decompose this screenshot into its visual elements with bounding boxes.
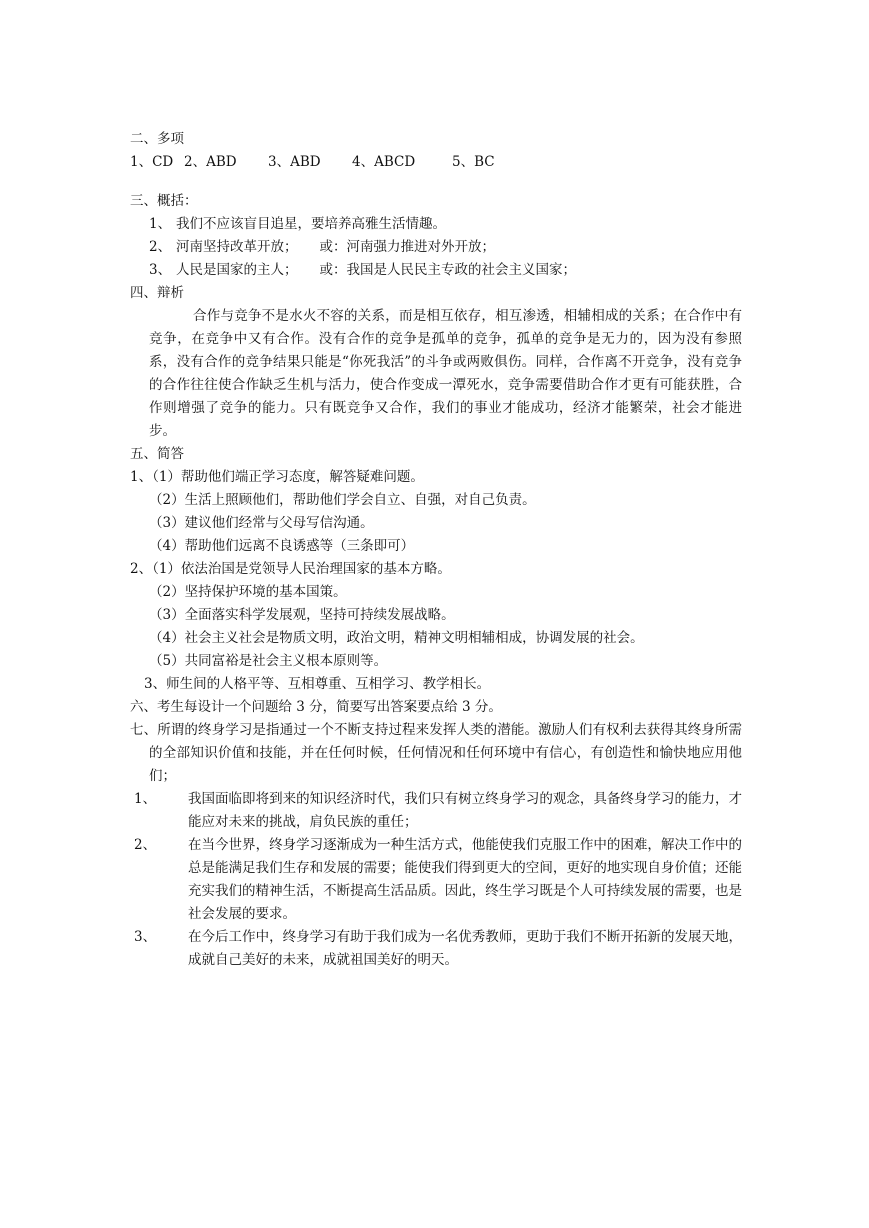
summary-item-3-text: 人民是国家的主人； — [176, 262, 298, 278]
mc-answer-3: 3、ABD — [268, 154, 321, 170]
q2-answer-4: （4）社会主义社会是物质文明，政治文明，精神文明相辅相成，协调发展的社会。 — [149, 630, 644, 646]
summary-item-1 — [130, 213, 742, 236]
mc-answer-2: 2、ABD — [184, 154, 237, 170]
q2-answer-5: （5）共同富裕是社会主义根本原则等。 — [149, 653, 388, 669]
lifelong-item-3 — [130, 926, 742, 972]
lifelong-item-1-text: 我国面临即将到来的知识经济时代，我们只有树立终身学习的观念，具备终身学习的能力，才能应对未来的挑战，肩负民族的重任； — [188, 791, 742, 830]
summary-item-1-num: 1、 — [149, 216, 172, 232]
summary-item-2-alt: 或：河南强力推进对外开放； — [319, 239, 495, 255]
summary-item-1-text: 我们不应该盲目追星，要培养高雅生活情趣。 — [176, 216, 446, 232]
section-5-heading: 五、简答 — [130, 446, 184, 462]
q1-answer-1: 1、（1）帮助他们端正学习态度，解答疑难问题。 — [130, 469, 424, 485]
section-6-text: 六、考生每设计一个问题给 3 分，简要写出答案要点给 3 分。 — [130, 699, 502, 715]
section-2-heading: 二、多项 — [130, 131, 184, 147]
q2-answer-3: （3）全面落实科学发展观，坚持可持续发展战略。 — [149, 607, 455, 623]
summary-item-2 — [130, 236, 742, 259]
lifelong-item-2 — [130, 834, 742, 926]
q1-answer-4: （4）帮助他们远离不良诱惑等（三条即可） — [149, 538, 415, 554]
summary-item-2-text: 河南坚持改革开放； — [176, 239, 298, 255]
mc-answer-5: 5、BC — [452, 154, 495, 170]
q1-answer-3: （3）建议他们经常与父母写信沟通。 — [149, 515, 374, 531]
answer-document — [130, 128, 742, 972]
multiple-choice-answers — [130, 151, 742, 174]
q2-answer-1: 2、（1）依法治国是党领导人民治理国家的基本方略。 — [130, 561, 451, 577]
mc-answer-4: 4、ABCD — [352, 154, 416, 170]
section-4-heading: 四、辩析 — [130, 285, 184, 301]
lifelong-item-3-text: 在今后工作中，终身学习有助于我们成为一名优秀教师，更助于我们不断开拓新的发展天地，成就自己美好的未来，成就祖国美好的明天。 — [188, 929, 742, 968]
summary-item-2-num: 2、 — [149, 239, 172, 255]
section-3-heading: 三、概括： — [130, 193, 198, 209]
q1-answer-2: （2）生活上照顾他们，帮助他们学会自立、自强，对自己负责。 — [149, 492, 536, 508]
summary-item-3-num: 3、 — [149, 262, 172, 278]
lifelong-item-1-num: 1、 — [134, 791, 157, 807]
summary-item-3 — [130, 259, 742, 282]
q2-answer-2: （2）坚持保护环境的基本国策。 — [149, 584, 347, 600]
mc-answer-1: 1、CD — [130, 154, 174, 170]
lifelong-item-3-num: 3、 — [134, 929, 157, 945]
section-7-intro: 七、所谓的终身学习是指通过一个不断支持过程来发挥人类的潜能。激励人们有权利去获得其终身所需的全部知识价值和技能，并在任何时候，任何情况和任何环境中有信心，有创造性和愉快地应用他们； — [130, 722, 742, 784]
q3-answer: 3、师生间的人格平等、互相尊重、互相学习、教学相长。 — [144, 676, 491, 692]
lifelong-item-2-num: 2、 — [134, 837, 157, 853]
lifelong-item-2-text: 在当今世界，终身学习逐渐成为一种生活方式，他能使我们克服工作中的困难，解决工作中的总是能满足我们生存和发展的需要；能使我们得到更大的空间，更好的地实现自身价值；还能充实我们的精神生活，不断提高生活品质。因此，终生学习既是个人可持续发展的需要，也是社会发展的要求。 — [188, 837, 742, 922]
analysis-paragraph: 合作与竞争不是水火不容的关系，而是相互依存，相互渗透，相辅相成的关系；在合作中有竞争，在竞争中又有合作。没有合作的竞争是孤单的竞争，孤单的竞争是无力的，因为没有参照系，没有合作的竞争结果只能是“你死我活”的斗争或两败俱伤。同样，合作离不开竞争，没有竞争的合作往往使合作缺乏生机与活力，使合作变成一潭死水，竞争需要借助合作才更有可能获胜，合作则增强了竞争的能力。只有既竞争又合作，我们的事业才能成功，经济才能繁荣，社会才能进步。 — [149, 308, 742, 439]
summary-item-3-alt: 或：我国是人民民主专政的社会主义国家； — [319, 262, 576, 278]
lifelong-item-1 — [130, 788, 742, 834]
